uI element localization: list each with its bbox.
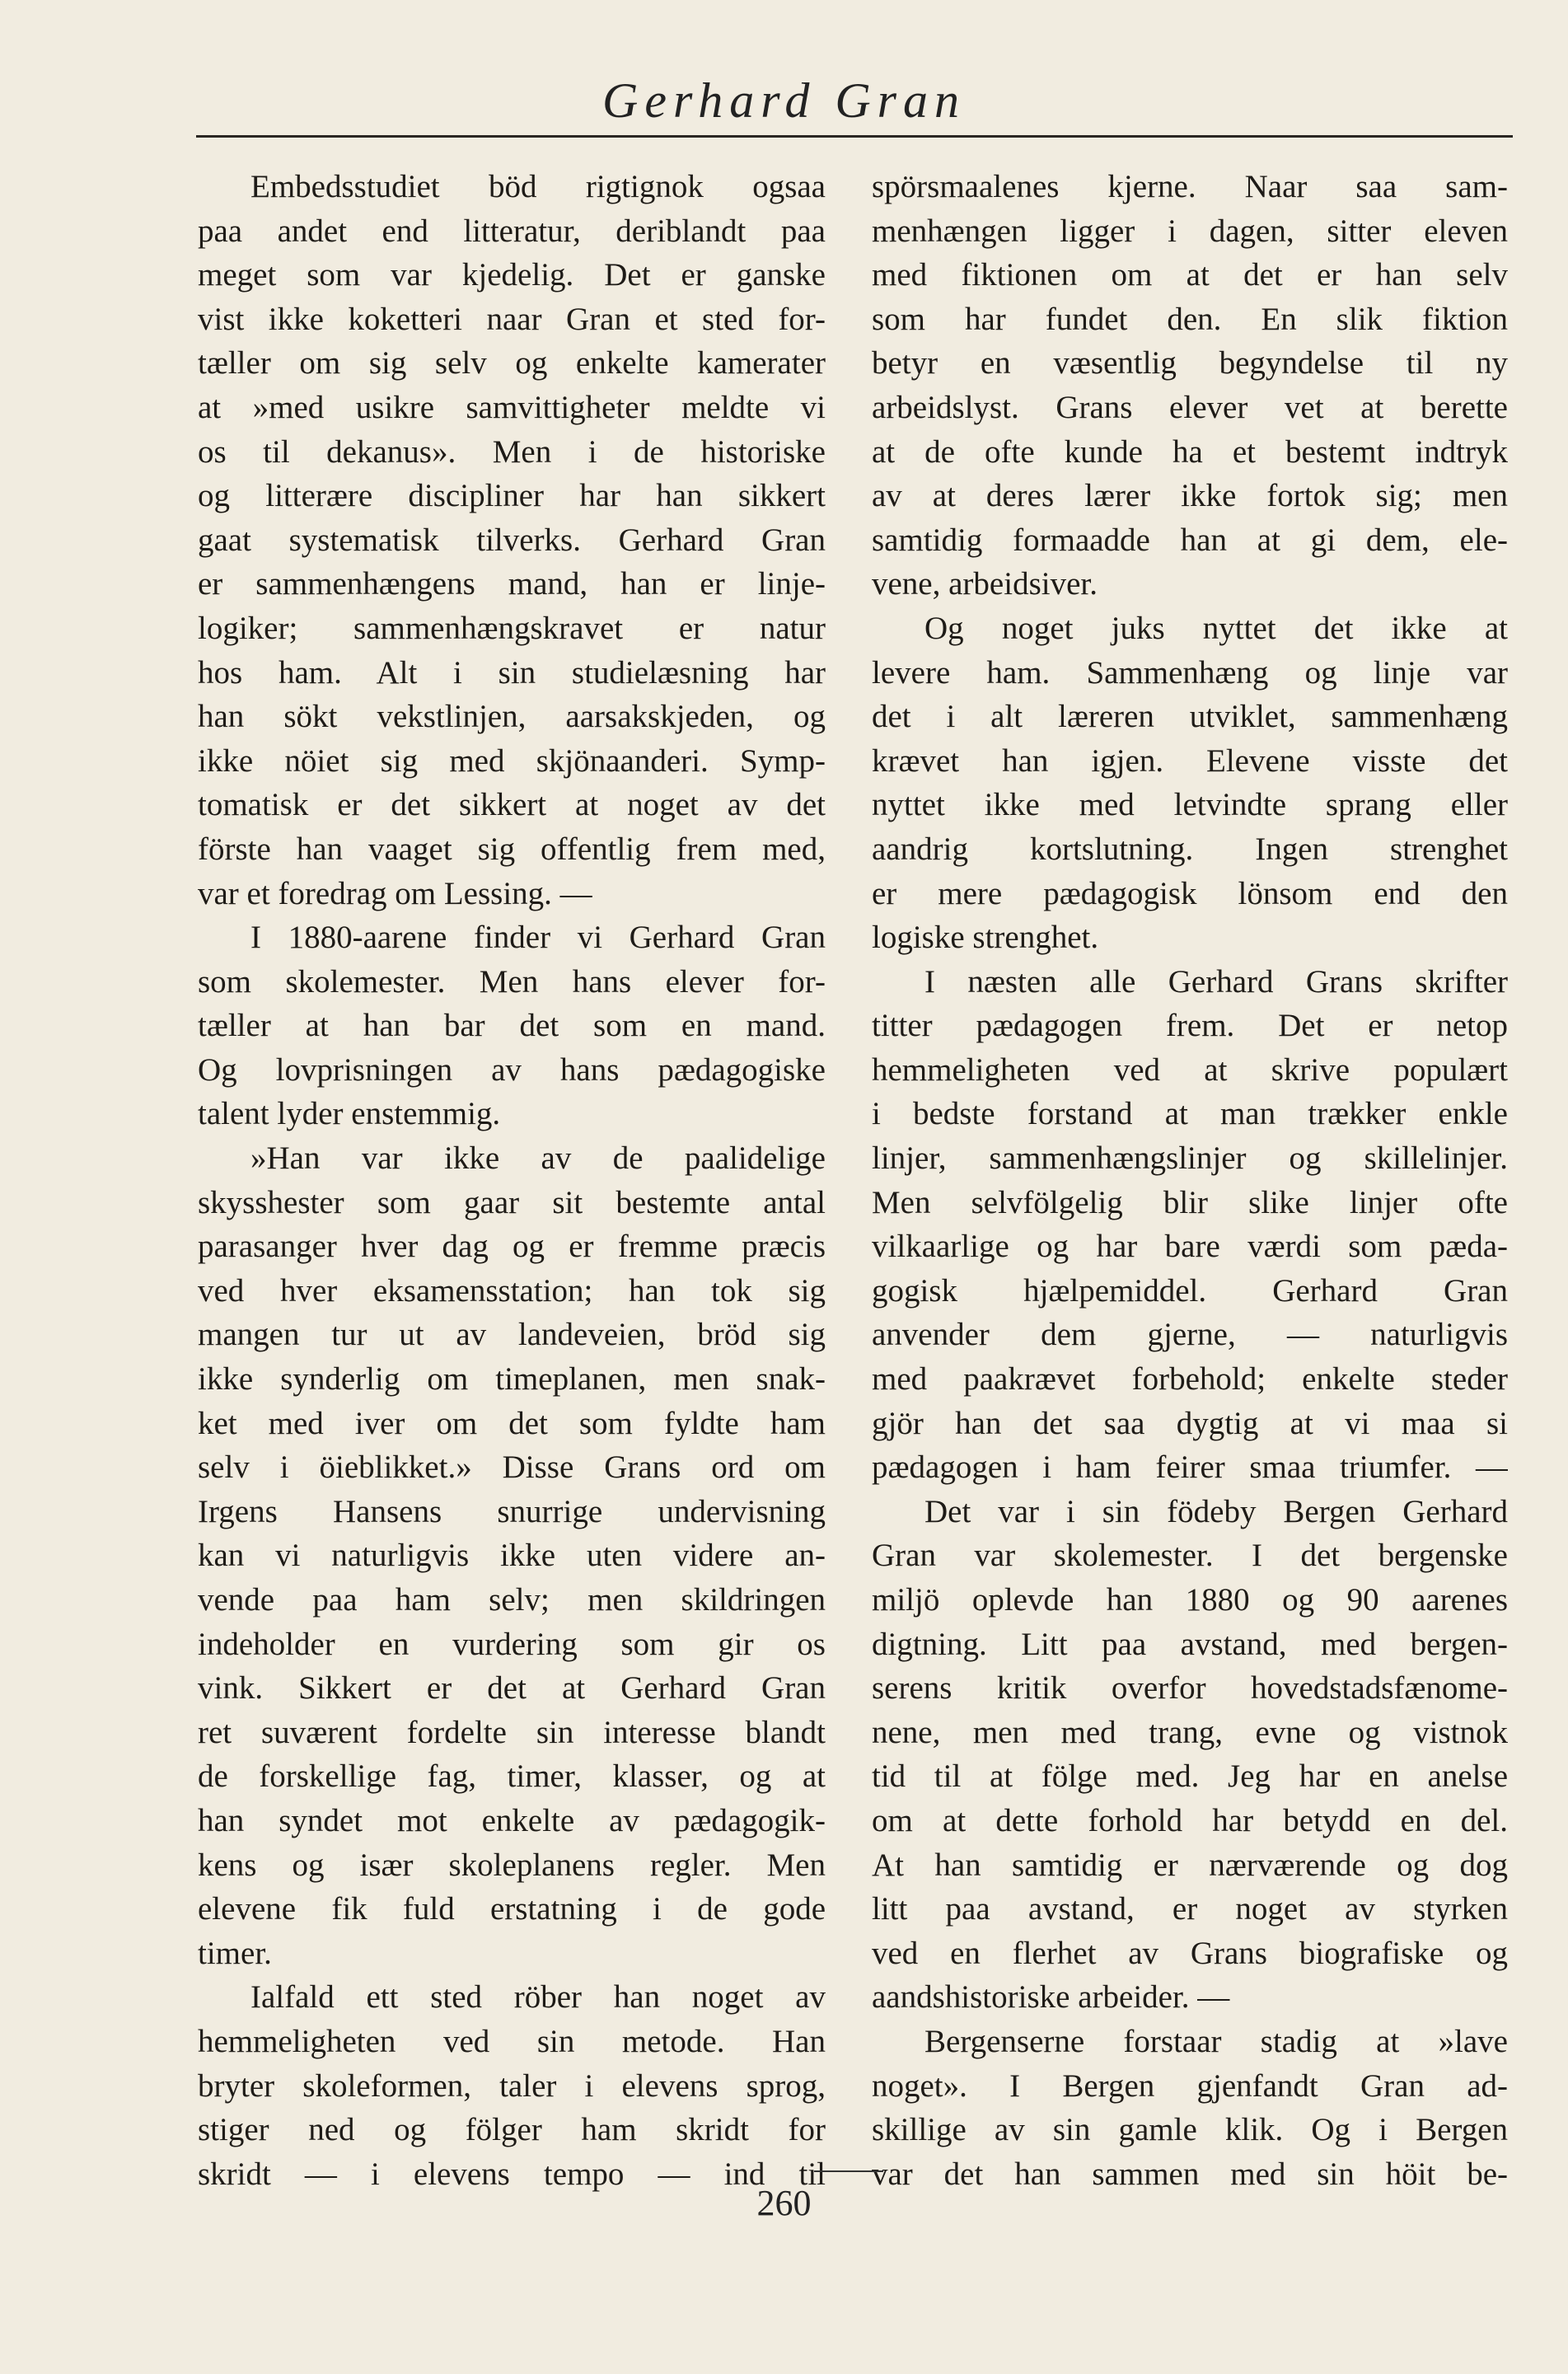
text-line: betyr en væsentlig begyndelse til ny: [872, 345, 1508, 382]
text-line: ikke synderlig om timeplanen, men snak-: [198, 1361, 826, 1398]
text-line: meget som var kjedelig. Det er ganske: [198, 257, 826, 293]
text-line: vene, arbeidsiver.: [872, 566, 1098, 602]
text-line: Irgens Hansens snurrige undervisning: [198, 1493, 826, 1529]
text-line: skysshester som gaar sit bestemte antal: [198, 1184, 826, 1220]
text-line: menhængen ligger i dagen, sitter eleven: [872, 213, 1508, 249]
text-line: gaat systematisk tilverks. Gerhard Gran: [198, 522, 826, 558]
text-line: spörsmaalenes kjerne. Naar saa sam-: [872, 169, 1508, 204]
text-line: tid til at fölge med. Jeg har en anelse: [872, 1758, 1508, 1795]
text-line: var det han sammen med sin höit be-: [872, 2156, 1508, 2192]
text-line: han syndet mot enkelte av pædagogik-: [198, 1802, 826, 1838]
text-line: ved en flerhet av Grans biografiske og: [872, 1935, 1508, 1971]
text-line: paa andet end litteratur, deriblandt paa: [198, 213, 826, 249]
text-line: logiker; sammenhængskravet er natur: [198, 610, 826, 646]
text-line: vist ikke koketteri naar Gran et sted for-: [198, 301, 826, 337]
page-number: 260: [756, 2183, 812, 2223]
text-line: og litterære discipliner har han sikkert: [198, 478, 826, 514]
text-line: som har fundet den. En slik fiktion: [872, 301, 1508, 337]
text-line: skridt — i elevens tempo — ind til: [198, 2156, 826, 2192]
text-line: nene, men med trang, evne og vistnok: [872, 1714, 1508, 1750]
text-line: var et foredrag om Lessing. —: [198, 875, 592, 911]
text-line: kan vi naturligvis ikke uten videre an-: [198, 1538, 826, 1574]
text-line: Det var i sin födeby Bergen Gerhard: [924, 1493, 1508, 1529]
text-line: »Han var ikke av de paalidelige: [250, 1140, 826, 1177]
text-line: vende paa ham selv; men skildringen: [198, 1582, 826, 1618]
text-line: os til dekanus». Men i de historiske: [198, 433, 826, 470]
text-line: Gran var skolemester. I det bergenske: [872, 1538, 1508, 1574]
text-line: ket med iver om det som fyldte ham: [198, 1405, 826, 1441]
page-number-rule: [814, 2170, 883, 2172]
running-head-title: Gerhard Gran: [601, 73, 967, 128]
text-line: gjör han det saa dygtig at vi maa si: [872, 1405, 1508, 1441]
text-line: elevene fik fuld erstatning i de gode: [198, 1891, 826, 1927]
text-line: Og lovprisningen av hans pædagogiske: [198, 1051, 826, 1088]
text-line: er sammenhængens mand, han er linje-: [198, 566, 826, 602]
text-line: talent lyder enstemmig.: [198, 1096, 501, 1132]
text-line: er mere pædagogisk lönsom end den: [872, 875, 1508, 911]
text-line: tomatisk er det sikkert at noget av det: [198, 787, 826, 823]
text-line: anvender dem gjerne, — naturligvis: [872, 1317, 1508, 1353]
text-line: skillige av sin gamle klik. Og i Bergen: [872, 2112, 1508, 2148]
text-line: hos ham. Alt i sin studielæsning har: [198, 654, 826, 691]
text-line: Bergenserne forstaar stadig at »lave: [924, 2023, 1508, 2059]
text-line: kens og især skoleplanens regler. Men: [198, 1847, 826, 1883]
text-line: Ialfald ett sted röber han noget av: [250, 1979, 826, 2016]
text-line: digtning. Litt paa avstand, med bergen-: [872, 1626, 1508, 1662]
text-line: at de ofte kunde ha et bestemt indtryk: [872, 433, 1508, 470]
text-line: de forskellige fag, timer, klasser, og at: [198, 1758, 826, 1795]
text-line: parasanger hver dag og er fremme præcis: [198, 1229, 826, 1265]
left-text-column: [198, 165, 826, 2196]
text-line: miljö oplevde han 1880 og 90 aarenes: [872, 1582, 1508, 1618]
text-line: levere ham. Sammenhæng og linje var: [872, 654, 1508, 691]
text-line: samtidig formaadde han at gi dem, ele-: [872, 522, 1508, 558]
text-line: ret suværent fordelte sin interesse blandt: [198, 1714, 826, 1750]
text-line: At han samtidig er nærværende og dog: [872, 1847, 1508, 1883]
text-line: Men selvfölgelig blir slike linjer ofte: [872, 1184, 1508, 1220]
text-line: Embedsstudiet böd rigtignok ogsaa: [250, 169, 826, 204]
text-line: at »med usikre samvittigheter meldte vi: [198, 389, 826, 425]
text-line: titter pædagogen frem. Det er netop: [872, 1008, 1508, 1044]
text-line: ikke nöiet sig med skjönaanderi. Symp-: [198, 742, 826, 779]
text-line: ved hver eksamensstation; han tok sig: [198, 1272, 826, 1309]
text-line: hemmeligheten ved sin metode. Han: [198, 2023, 826, 2059]
text-line: som skolemester. Men hans elever for-: [198, 963, 826, 1000]
text-line: litt paa avstand, er noget av styrken: [872, 1891, 1508, 1927]
text-line: mangen tur ut av landeveien, bröd sig: [198, 1317, 826, 1353]
text-line: tæller om sig selv og enkelte kamerater: [198, 345, 826, 382]
text-line: aandrig kortslutning. Ingen strenghet: [872, 831, 1508, 867]
text-line: det i alt læreren utviklet, sammenhæng: [872, 699, 1508, 735]
text-line: logiske strenghet.: [872, 920, 1099, 956]
text-line: gogisk hjælpemiddel. Gerhard Gran: [872, 1272, 1508, 1309]
text-line: indeholder en vurdering som gir os: [198, 1626, 826, 1662]
text-line: timer.: [198, 1935, 272, 1971]
text-line: aandshistoriske arbeider. —: [872, 1979, 1230, 2016]
text-line: pædagogen i ham feirer smaa triumfer. —: [872, 1449, 1508, 1486]
text-line: nyttet ikke med letvindte sprang eller: [872, 787, 1508, 823]
text-line: vilkaarlige og har bare værdi som pæda-: [872, 1229, 1508, 1265]
text-line: med fiktionen om at det er han selv: [872, 257, 1508, 293]
right-text-column: [872, 165, 1508, 2196]
text-line: förste han vaaget sig offentlig frem med,: [198, 831, 826, 867]
text-line: han sökt vekstlinjen, aarsakskjeden, og: [198, 699, 826, 735]
text-line: Og noget juks nyttet det ikke at: [924, 610, 1508, 646]
text-line: av at deres lærer ikke fortok sig; men: [872, 478, 1508, 514]
text-line: noget». I Bergen gjenfandt Gran ad-: [872, 2067, 1508, 2104]
text-line: I 1880-aarene finder vi Gerhard Gran: [250, 920, 826, 956]
text-line: tæller at han bar det som en mand.: [198, 1008, 826, 1044]
text-line: hemmeligheten ved at skrive populært: [872, 1051, 1508, 1088]
text-line: selv i öieblikket.» Disse Grans ord om: [198, 1449, 826, 1486]
text-line: I næsten alle Gerhard Grans skrifter: [924, 963, 1508, 1000]
text-line: i bedste forstand at man trækker enkle: [872, 1096, 1508, 1132]
text-line: arbeidslyst. Grans elever vet at berette: [872, 389, 1508, 425]
text-line: med paakrævet forbehold; enkelte steder: [872, 1361, 1508, 1398]
text-line: bryter skoleformen, taler i elevens sprog,: [198, 2067, 826, 2104]
text-line: serens kritik overfor hovedstadsfænome-: [872, 1670, 1508, 1707]
text-line: stiger ned og fölger ham skridt for: [198, 2112, 826, 2148]
text-line: vink. Sikkert er det at Gerhard Gran: [198, 1670, 826, 1707]
text-line: krævet han igjen. Elevene visste det: [872, 742, 1508, 779]
header-rule: [196, 135, 1513, 138]
text-line: om at dette forhold har betydd en del.: [872, 1802, 1508, 1838]
text-line: linjer, sammenhængslinjer og skillelinjer.: [872, 1140, 1508, 1177]
